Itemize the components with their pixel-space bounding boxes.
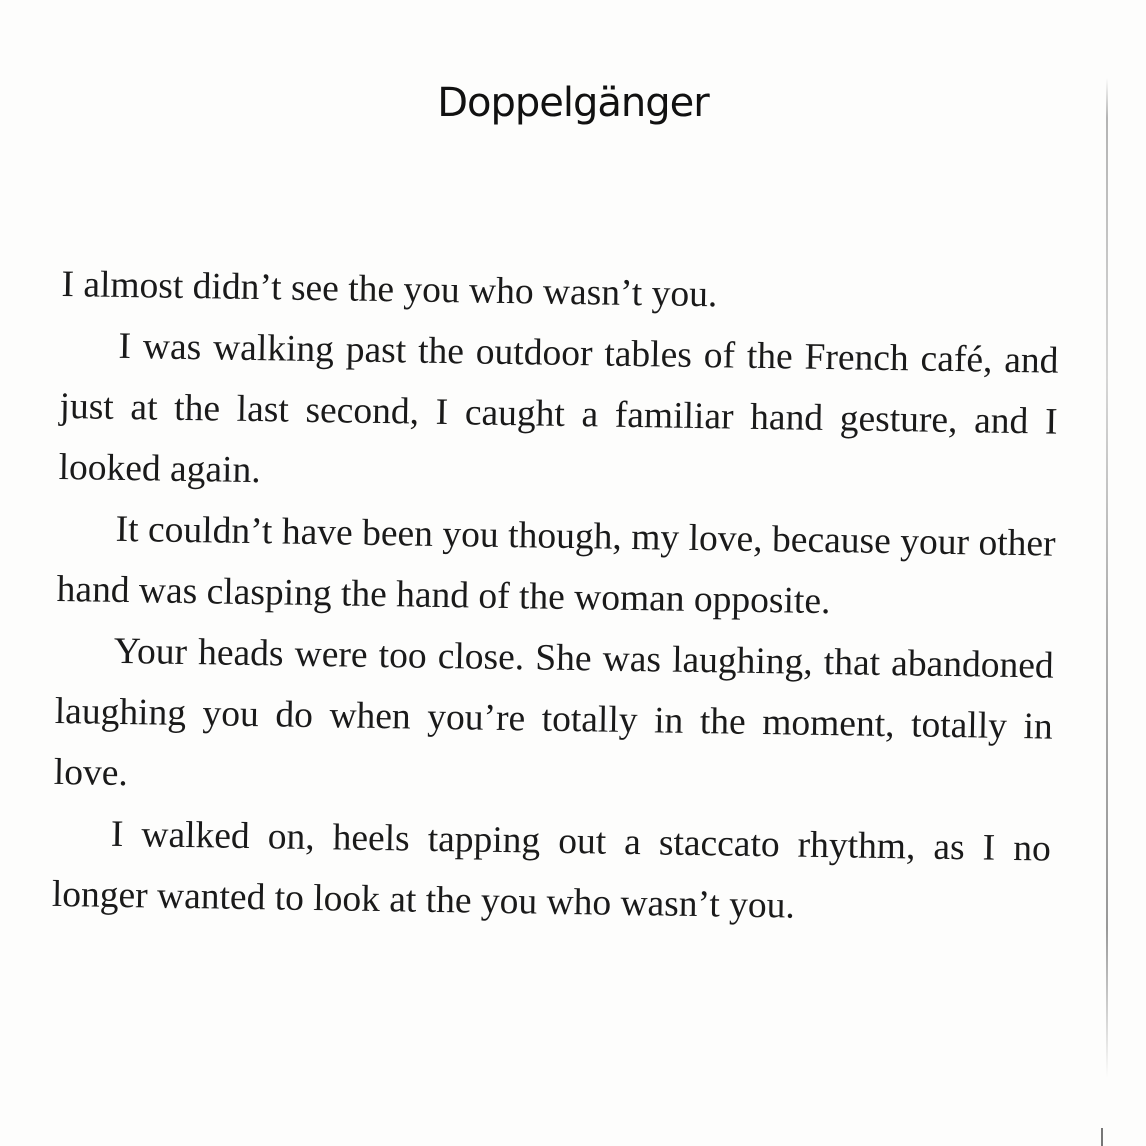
page-edge-tick: [1101, 1128, 1103, 1146]
page-title: Doppelgänger: [437, 80, 709, 126]
story-text: [51, 254, 1059, 941]
paragraph-1: I almost didn’t see the you who wasn’t you.: [61, 263, 718, 316]
paragraph-5: I walked on, heels tapping out a staccato rhythm, as I no longer wanted to look at the you who wasn’t you.: [51, 813, 1052, 927]
paragraph-3: It couldn’t have been you though, my love, because your other hand was clasping the hand of the woman opposite.: [56, 508, 1056, 623]
page-edge-line: [1106, 78, 1108, 1078]
paragraph-4: Your heads were too close. She was laughing, that abandoned laughing you do when you’re totally in the moment, totally in love.: [53, 630, 1054, 795]
paragraph-2: I was walking past the outdoor tables of the French café, and just at the last second, I caught a familiar hand gesture, and I looked again.: [58, 325, 1059, 492]
